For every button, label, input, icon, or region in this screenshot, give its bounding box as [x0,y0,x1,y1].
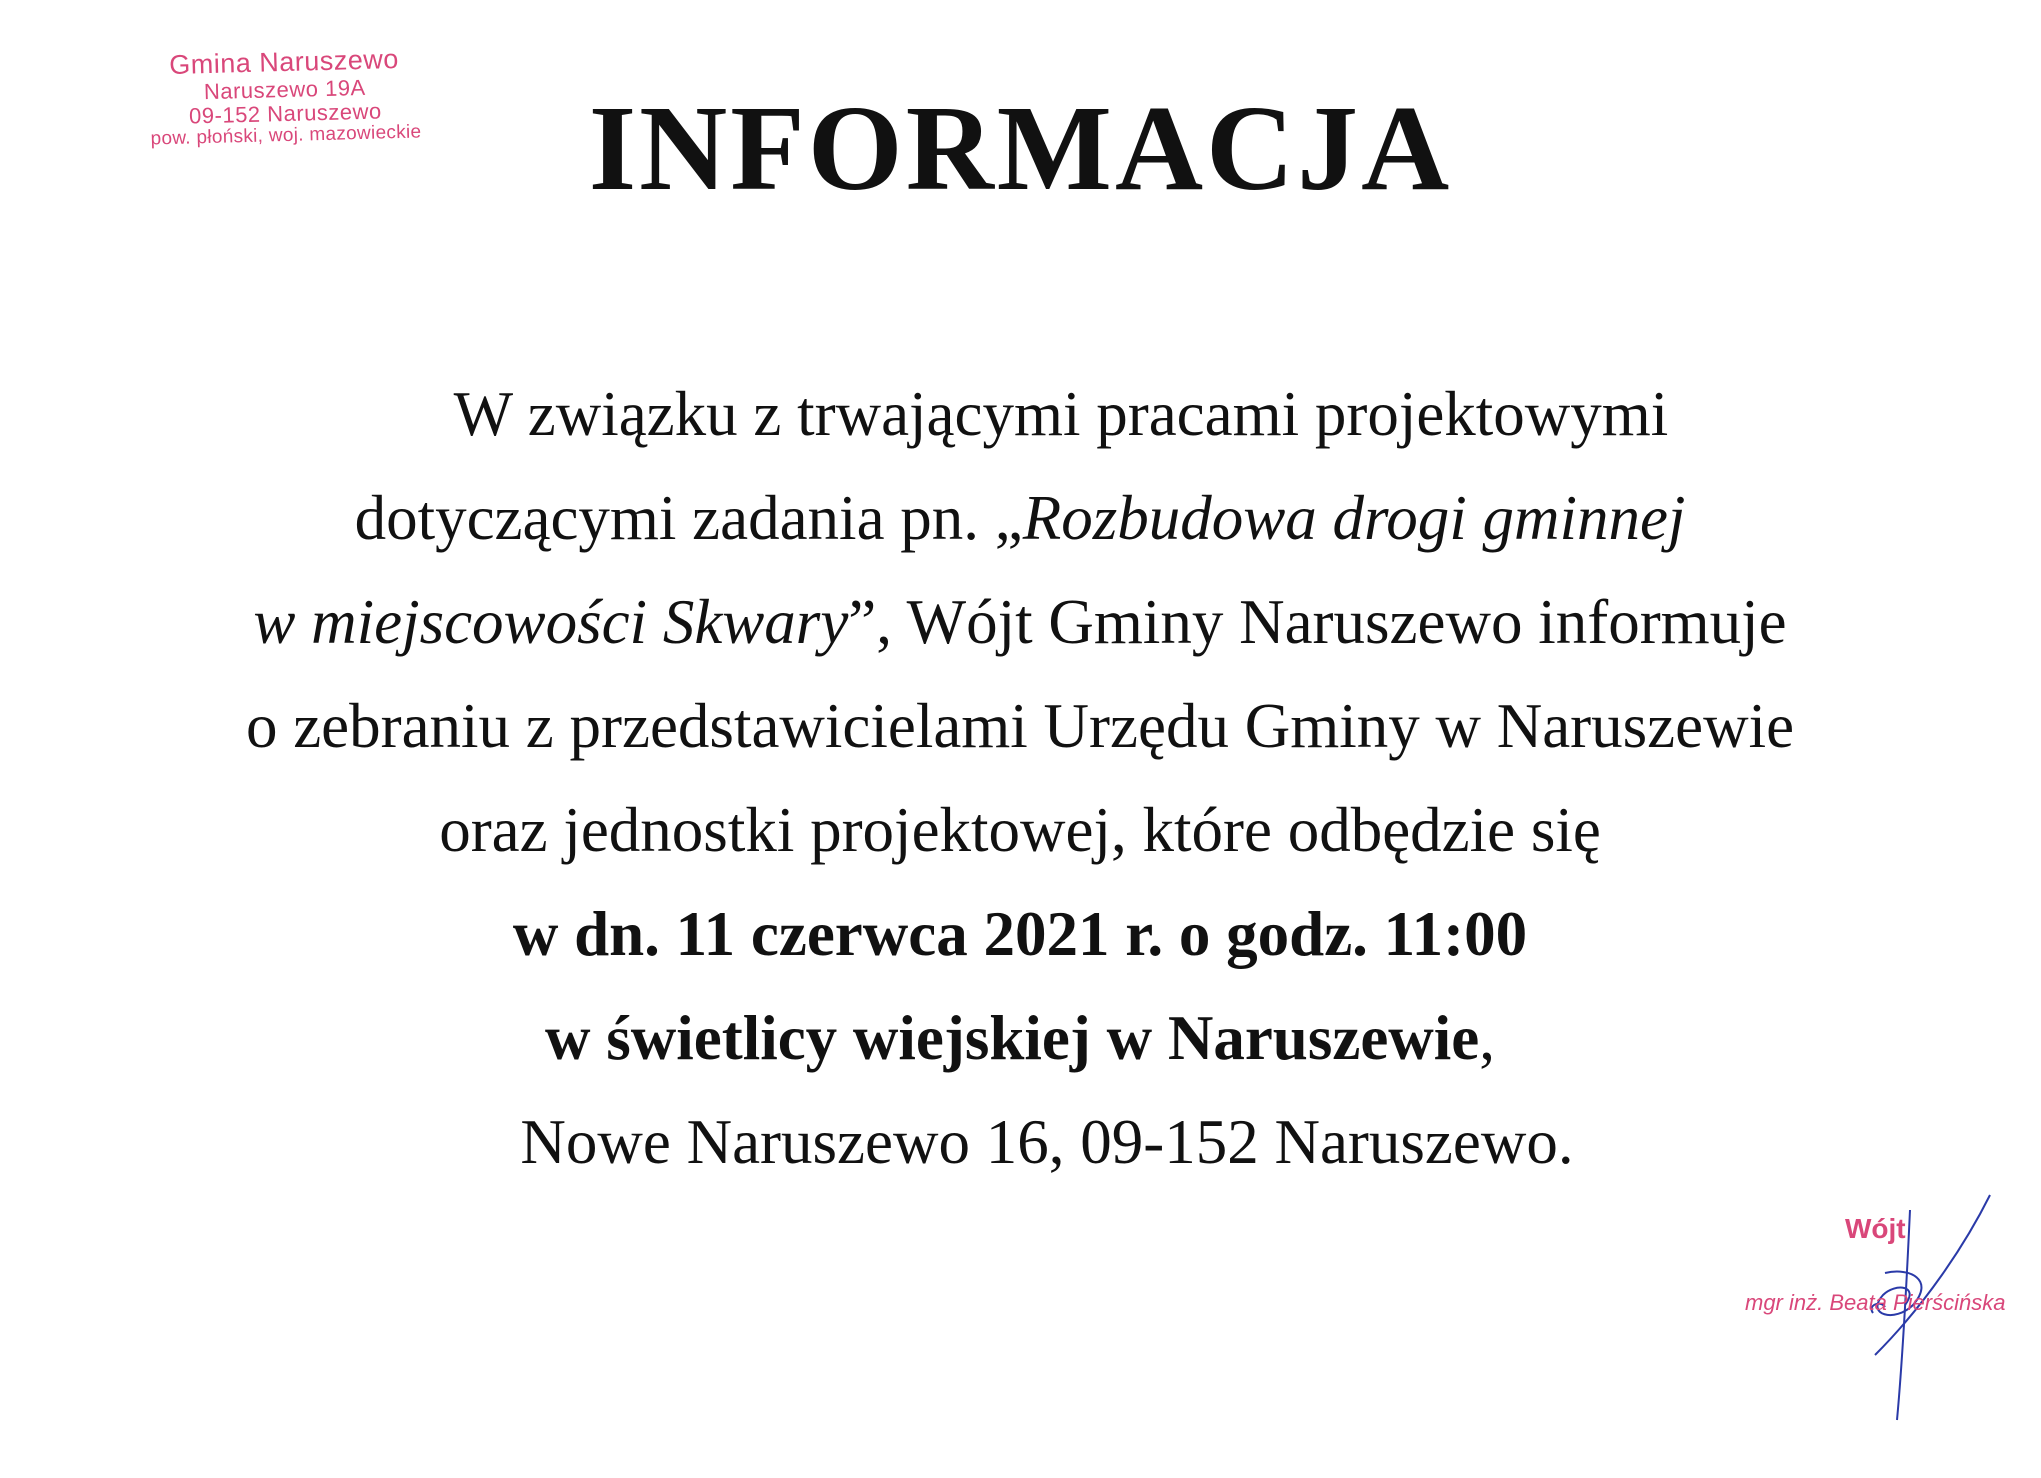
meeting-date: w dn. 11 czerwca 2021 r. o godz. 11:00 [512,899,1528,969]
body-line-1: W związku z trwającymi pracami projektowymi [453,379,1669,449]
venue-comma: , [1479,1003,1495,1073]
project-name-part-2: w miejscowości Skwary [253,587,849,657]
signature-block [1735,1195,2035,1465]
stamp-address-2: 09-152 Naruszewo [188,98,383,129]
announcement-body [40,362,2000,1194]
body-line-2 [40,466,2000,570]
body-line-3 [40,570,2000,674]
body-line-5: oraz jednostki projektowej, które odbędzie się [439,795,1601,865]
signature-name: mgr inż. Beata Pierścińska [1745,1290,2006,1315]
body-line-4: o zebraniu z przedstawicielami Urzędu Gminy w Naruszewie [245,691,1795,761]
document-title [0,81,2041,216]
title-text: INFORMACJA [588,81,1453,216]
meeting-address: Nowe Naruszewo 16, 09-152 Naruszewo. [520,1107,1574,1177]
stamp-address-1: Naruszewo 19A [203,74,366,104]
meeting-venue: w świetlicy wiejskiej w Naruszewie [544,1003,1480,1073]
body-line-2-text: dotyczącymi zadania pn. „ [354,483,1023,553]
signature-role: Wójt [1845,1213,1906,1244]
stamp-name: Gmina Naruszewo [168,44,400,81]
meeting-venue-line [40,986,2000,1090]
body-line-3-text: ”, Wójt Gminy Naruszewo informuje [848,587,1787,657]
project-name-part-1: Rozbudowa drogi gminnej [1022,483,1686,553]
stamp-region: pow. płoński, woj. mazowieckie [150,121,422,150]
